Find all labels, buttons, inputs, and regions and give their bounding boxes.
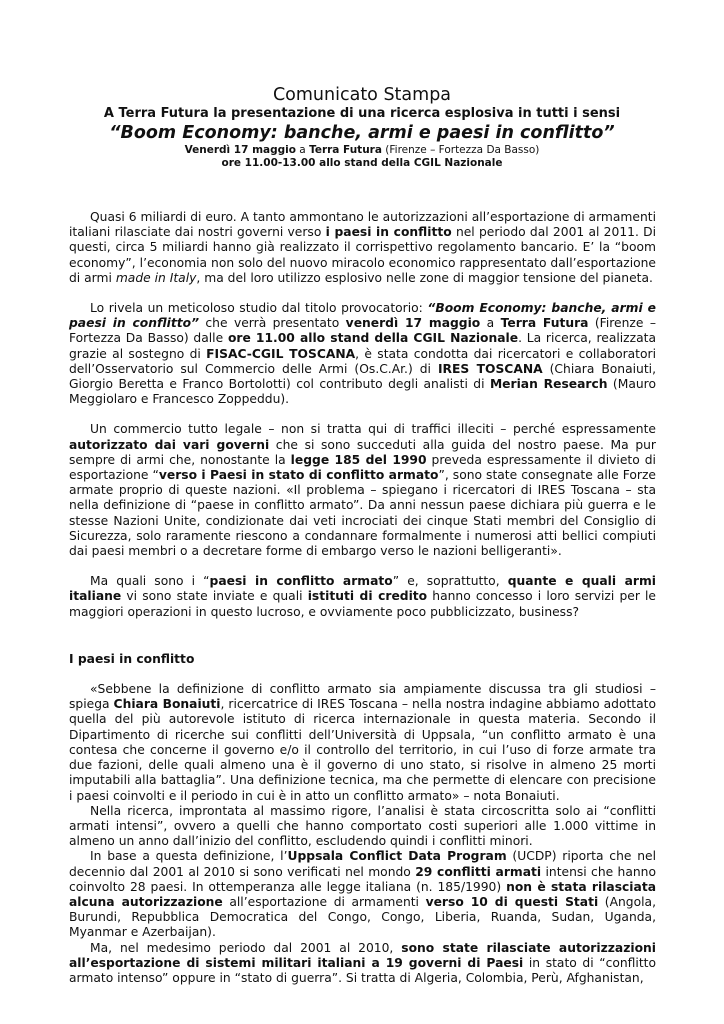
event-name: Terra Futura: [309, 144, 382, 156]
paragraph-6: Nella ricerca, improntata al massimo rigore, l’analisi è stata circoscritta solo ai “conflitti armati intensi”, ovvero a quelli che hanno comportato costi superiori alle 1.000 vittime in almeno un anno dall’inizio del conflitto, escludendo quindi i conflitti minori.: [69, 803, 656, 849]
paragraph-2: Lo rivela un meticoloso studio dal titolo provocatorio: “Boom Economy: banche, armi e paesi in conflitto” che verrà presentato venerdì 17 maggio a Terra Futura (Firenze – Fortezza Da Basso) dalle ore 11.00 allo stand della CGIL Nazionale. La ricerca, realizzata grazie al sostegno di FISAC-CGIL TOSCANA, è stata condotta dai ricercatori e collaboratori dell’Osservatorio sul Commercio delle Armi (Os.C.Ar.) di IRES TOSCANA (Chiara Bonaiuti, Giorgio Beretta e Franco Bortolotti) col contributo degli analisti di Merian Research (Mauro Meggiolaro e Francesco Zoppeddu).: [69, 301, 656, 407]
event-time-line: ore 11.00-13.00 allo stand della CGIL Nazionale: [221, 157, 503, 169]
paragraph-7: In base a questa definizione, l’Uppsala Conflict Data Program (UCDP) riporta che nel decennio dal 2001 al 2010 si sono verificati nel mondo 29 conflitti armati intensi che hanno coinvolto 28 paesi. In ottemperanza alle legge italiana (n. 185/1990) non è stata rilasciata alcuna autorizzazione all’esportazione di armamenti verso 10 di questi Stati (Angola, Burundi, Repubblica Democratica del Congo, Congo, Liberia, Ruanda, Sudan, Uganda, Myanmar e Azerbaijan).: [69, 849, 656, 940]
event-place: (Firenze – Fortezza Da Basso): [381, 144, 540, 156]
document-title: Comunicato Stampa: [272, 85, 452, 105]
paragraph-1: Quasi 6 miliardi di euro. A tanto ammontano le autorizzazioni all’esportazione di armamenti italiani rilasciate dai nostri governi verso i paesi in conflitto nel periodo dal 2001 al 2011. Di questi, circa 5 miliardi hanno già realizzato il corrispettivo regolamento bancario. E’ la “boom economy”, l’economia non solo del nuovo miracolo economico rappresentato dall’esportazione di armi made in Italy, ma del loro utilizzo esplosivo nelle zone di maggior tensione del pianeta.: [69, 210, 657, 285]
paragraph-4: Ma quali sono i “paesi in conflitto armato” e, soprattutto, quante e quali armi italiane vi sono state inviate e quali istituti di credito hanno concesso i loro servizi per le maggiori operazioni in questo lucroso, e ovviamente poco pubblicizzato, business?: [69, 574, 656, 619]
event-date-line: Venerdì 17 maggio a Terra Futura (Firenze – Fortezza Da Basso): [184, 144, 540, 156]
event-date: Venerdì 17 maggio: [184, 144, 296, 156]
paragraph-3: Un commercio tutto legale – non si tratta qui di traffici illeciti – perché espressamente autorizzato dai vari governi che si sono succeduti alla guida del nostro paese. Ma pur sempre di armi che, nonostante la legge 185 del 1990 preveda espressamente il divieto di esportazione “verso i Paesi in stato di conflitto armato”, sono state consegnate alle Forze armate proprio di queste nazioni. «Il problema – spiegano i ricercatori di IRES Toscana – sta nella definizione di “paese in conflitto armato”. Da anni nessun paese dichiara più guerra e le stesse Nazioni Unite, condizionate dai veti incrociati dei cinque Stati membri del Consiglio di Sicurezza, solo raramente riescono a condannare formalmente i numerosi atti bellici compiuti dai paesi membri o a decretare forme di embargo verso le nazioni belligeranti».: [69, 422, 656, 559]
document-header: [0, 84, 724, 170]
paragraph-8: Ma, nel medesimo periodo dal 2001 al 2010, sono state rilasciate autorizzazioni all’esportazione di sistemi militari italiani a 19 governi di Paesi in stato di “conflitto armato intenso” oppure in “stato di guerra”. Si tratta di Algeria, Colombia, Perù, Afghanistan,: [69, 940, 657, 985]
paragraph-5: «Sebbene la definizione di conflitto armato sia ampiamente discussa tra gli studiosi – spiega Chiara Bonaiuti, ricercatrice di IRES Toscana – nella nostra indagine abbiamo adottato quella del più autorevole istituto di ricerca internazionale in questa materia. Secondo il Dipartimento di ricerche sui conflitti dell’Università di Uppsala, “un conflitto armato è una contesa che concerne il governo e/o il controllo del territorio, in cui l’uso di forze armate tra due fazioni, delle quali almeno una è il governo di uno stato, si risolve in almeno 25 morti imputabili alla battaglia”. Una definizione tecnica, ma che permette di elencare con precisione i paesi coinvolti e il periodo in cui è in atto un conflitto armato» – nota Bonaiuti.: [69, 682, 657, 803]
document-subtitle: A Terra Futura la presentazione di una ricerca esplosiva in tutti i sensi: [103, 106, 621, 121]
section-title: I paesi in conflitto: [69, 651, 195, 666]
document-body: [69, 210, 656, 986]
research-headline: “Boom Economy: banche, armi e paesi in conflitto”: [109, 123, 615, 143]
